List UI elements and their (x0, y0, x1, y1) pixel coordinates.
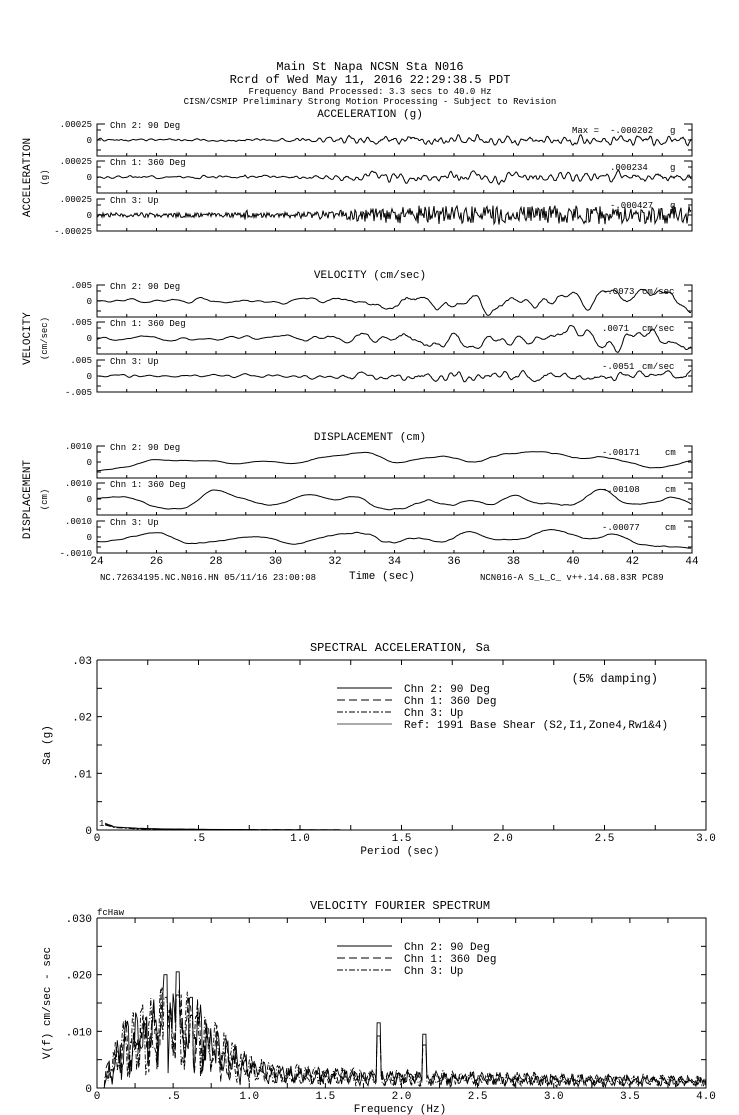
x-tick-label: 4.0 (696, 1091, 716, 1103)
marker-label: 1 (99, 819, 105, 829)
x-tick-label: 1.5 (315, 1091, 336, 1103)
x-tick-label: 42 (625, 556, 640, 568)
x-tick-label: .5 (166, 1091, 180, 1103)
y-tick-label: .005 (70, 356, 92, 366)
x-tick-label: 3.0 (696, 833, 716, 845)
y-tick-label: .020 (65, 970, 92, 983)
channel-label: Chn 2: 90 Deg (110, 443, 181, 453)
legend-entry: Ref: 1991 Base Shear (S2,I1,Zone4,Rw1&4) (404, 720, 669, 732)
y-tick-label: -.0010 (59, 549, 92, 559)
trace-chn-1-360-deg (97, 170, 691, 184)
x-tick-label: 0 (93, 833, 101, 845)
max-unit: cm (665, 523, 676, 533)
y-tick-label: 0 (85, 1084, 92, 1096)
x-tick-label: 2.5 (467, 1091, 488, 1103)
footer-left: NC.72634195.NC.N016.HN 05/11/16 23:00:08 (100, 573, 317, 583)
y-tick-label: .0010 (64, 517, 92, 527)
x-tick-label: 32 (328, 556, 342, 568)
max-unit: g (670, 201, 676, 211)
y-axis-label: Sa (g) (42, 725, 54, 765)
legend-entry: Chn 3: Up (404, 966, 464, 978)
max-value: -.00077 (602, 523, 640, 533)
trace-chn-3-up (97, 370, 691, 381)
channel-label: Chn 1: 360 Deg (110, 480, 186, 490)
legend-entry: Chn 2: 90 Deg (404, 684, 490, 696)
y-tick-label: .00025 (59, 157, 92, 167)
y-tick-label: 0 (86, 211, 92, 221)
y-tick-label: 0 (85, 826, 92, 838)
y-tick-label: 0 (86, 334, 92, 344)
header-record: Rcrd of Wed May 11, 2016 22:29:38.5 PDT (229, 73, 511, 87)
y-axis-unit: (g) (40, 169, 50, 186)
trace-chn-3-up (97, 206, 691, 225)
header-band: Frequency Band Processed: 3.3 secs to 40.0 Hz (248, 87, 492, 97)
y-tick-label: .0010 (64, 479, 92, 489)
x-tick-label: 38 (506, 556, 521, 568)
x-tick-label: 1.0 (290, 833, 310, 845)
x-tick-label: 28 (209, 556, 223, 568)
y-tick-label: .010 (65, 1027, 92, 1040)
max-value: -.0073 (602, 287, 635, 297)
y-tick-label: 0 (86, 495, 92, 505)
x-tick-label: 3.0 (543, 1091, 564, 1103)
x-axis-label: Frequency (Hz) (353, 1104, 447, 1115)
legend-entry: Chn 3: Up (404, 708, 464, 720)
y-tick-label: .00025 (59, 195, 92, 205)
max-value: -.000202 (610, 126, 654, 136)
legend-entry: Chn 1: 360 Deg (404, 696, 497, 708)
max-value: -.0051 (602, 362, 635, 372)
fourier-series-line (97, 972, 706, 1088)
y-tick-label: 0 (86, 533, 92, 543)
trace-chn-2-90-deg (97, 135, 691, 146)
panel-title: DISPLACEMENT (cm) (313, 432, 427, 444)
max-value: -.00171 (602, 448, 640, 458)
channel-label: Chn 2: 90 Deg (110, 282, 181, 292)
x-tick-label: 1.0 (239, 1091, 260, 1103)
x-tick-label: 24 (90, 556, 104, 568)
legend-entry: Chn 1: 360 Deg (404, 954, 497, 966)
x-tick-label: 0 (93, 1091, 101, 1103)
max-unit: cm (665, 485, 676, 495)
channel-label: Chn 1: 360 Deg (110, 158, 186, 168)
x-tick-label: 36 (447, 556, 461, 568)
max-value: -.00108 (602, 485, 640, 495)
chart-title: VELOCITY FOURIER SPECTRUM (309, 899, 491, 913)
y-tick-label: 0 (86, 458, 92, 468)
max-value: -.000427 (610, 201, 654, 211)
y-tick-label: .030 (65, 914, 92, 926)
panel-title: ACCELERATION (g) (317, 109, 423, 121)
x-tick-label: 2.0 (391, 1091, 412, 1103)
max-unit: g (670, 163, 676, 173)
y-tick-label: 0 (86, 136, 92, 146)
y-tick-label: 0 (86, 173, 92, 183)
header-station: Main St Napa NCSN Sta N016 (276, 60, 464, 74)
legend-entry: Chn 2: 90 Deg (404, 942, 490, 954)
panel-title: VELOCITY (cm/sec) (313, 270, 427, 282)
x-tick-label: 3.5 (619, 1091, 640, 1103)
max-unit: g (670, 126, 676, 136)
x-tick-label: 44 (685, 556, 699, 568)
max-value: .0071 (602, 324, 630, 334)
channel-label: Chn 3: Up (110, 357, 159, 367)
max-unit: cm/sec (642, 362, 675, 372)
max-unit: cm/sec (642, 324, 675, 334)
y-tick-label: 0 (86, 297, 92, 307)
y-axis-unit: (cm/sec) (40, 316, 50, 361)
x-tick-label: 30 (268, 556, 283, 568)
x-tick-label: 34 (387, 556, 402, 568)
x-tick-label: 40 (566, 556, 580, 568)
x-tick-label: 26 (149, 556, 164, 568)
x-axis-label: Period (sec) (360, 846, 440, 858)
y-tick-label: .00025 (59, 120, 92, 130)
y-axis-label: V(f) cm/sec - sec (42, 946, 54, 1060)
x-tick-label: 2.5 (594, 833, 615, 845)
header-disclaimer: CISN/CSMIP Preliminary Strong Motion Processing - Subject to Revision (183, 97, 557, 107)
channel-label: Chn 1: 360 Deg (110, 319, 186, 329)
sa-series-line (105, 823, 341, 830)
y-axis-label: ACCELERATION (22, 137, 34, 218)
x-tick-label: 2.0 (493, 833, 513, 845)
max-label: Max = (572, 126, 600, 136)
x-tick-label: 1.5 (391, 833, 412, 845)
chart-title: SPECTRAL ACCELERATION, Sa (309, 641, 491, 655)
y-tick-label: .02 (72, 712, 92, 725)
x-tick-label: .5 (191, 833, 206, 845)
x-axis-label: Time (sec) (348, 571, 416, 583)
corner-label: fcHaw (97, 908, 125, 918)
y-axis-label: VELOCITY (22, 312, 34, 365)
max-value: .000234 (610, 163, 648, 173)
channel-label: Chn 3: Up (110, 196, 159, 206)
y-tick-label: .005 (70, 318, 92, 328)
max-unit: cm/sec (642, 287, 675, 297)
y-axis-label: DISPLACEMENT (22, 459, 34, 540)
sa-series-line (105, 824, 341, 830)
damping-note: (5% damping) (571, 672, 658, 686)
y-tick-label: .0010 (64, 442, 92, 452)
y-tick-label: -.005 (64, 388, 92, 398)
channel-label: Chn 3: Up (110, 518, 159, 528)
y-tick-label: .005 (70, 281, 92, 291)
footer-right: NCN016-A S_L_C_ v++.14.68.83R PC89 (480, 573, 664, 583)
y-tick-label: .03 (72, 656, 92, 668)
y-tick-label: 0 (86, 372, 92, 382)
y-tick-label: -.00025 (54, 227, 92, 237)
y-axis-unit: (cm) (40, 488, 50, 511)
y-tick-label: .01 (72, 769, 92, 782)
max-unit: cm (665, 448, 676, 458)
channel-label: Chn 2: 90 Deg (110, 121, 181, 131)
